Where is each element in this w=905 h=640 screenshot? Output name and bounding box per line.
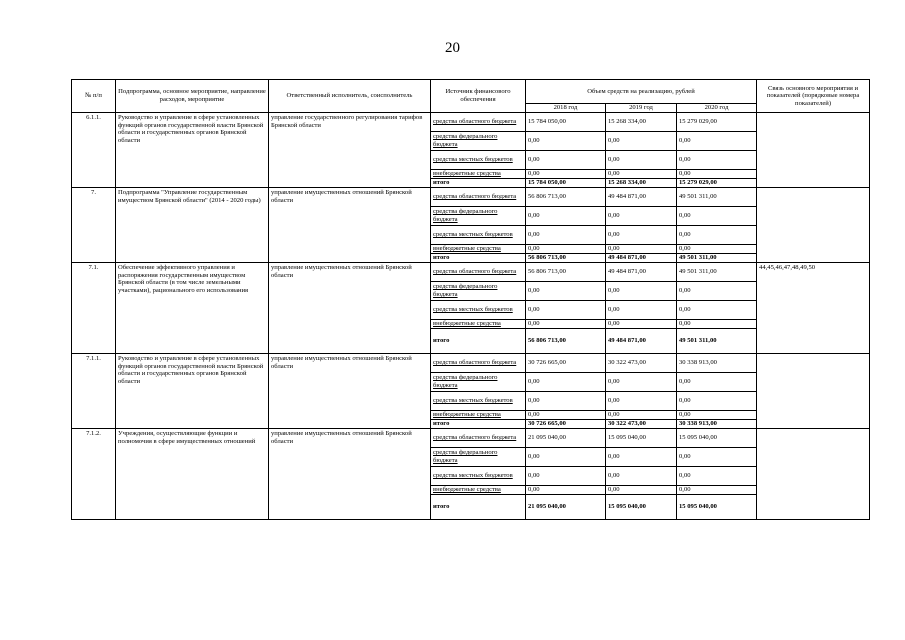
amount-cell: 0,00 (606, 467, 677, 486)
executor-name: управление государственного регулирования тарифов Брянской области (269, 113, 431, 188)
amount-cell: 0,00 (677, 392, 757, 411)
amount-cell: 0,00 (606, 207, 677, 226)
program-name: Руководство и управление в сфере установленных функций органов государственной власти Брянской области и государственных органов Брянской области (116, 354, 269, 429)
executor-name: управление имущественных отношений Брянской области (269, 188, 431, 263)
amount-cell: 0,00 (677, 170, 757, 179)
amount-cell: 49 501 311,00 (677, 329, 757, 354)
amount-cell: 0,00 (606, 320, 677, 329)
source-extra: внебюджетные средства (431, 320, 526, 329)
amount-cell: 49 484 871,00 (606, 263, 677, 282)
amount-cell: 0,00 (526, 207, 606, 226)
amount-cell: 21 095 040,00 (526, 429, 606, 448)
source-federal: средства федерального бюджета (431, 207, 526, 226)
amount-cell: 30 338 913,00 (677, 354, 757, 373)
amount-cell: 30 322 473,00 (606, 420, 677, 429)
row-number: 7.1. (72, 263, 116, 354)
source-federal: средства федерального бюджета (431, 373, 526, 392)
amount-cell: 56 806 713,00 (526, 188, 606, 207)
amount-cell: 0,00 (606, 226, 677, 245)
amount-cell: 0,00 (526, 467, 606, 486)
amount-cell: 0,00 (677, 301, 757, 320)
table-body (72, 113, 870, 520)
amount-cell: 0,00 (677, 151, 757, 170)
amount-cell: 15 784 050,00 (526, 179, 606, 188)
source-extra: внебюджетные средства (431, 245, 526, 254)
budget-table (71, 79, 870, 520)
executor-name: управление имущественных отношений Брянской области (269, 263, 431, 354)
amount-cell: 0,00 (526, 301, 606, 320)
amount-cell: 0,00 (606, 170, 677, 179)
amount-cell: 49 501 311,00 (677, 188, 757, 207)
table-row (72, 188, 870, 207)
amount-cell: 0,00 (526, 392, 606, 411)
amount-cell: 15 095 040,00 (606, 429, 677, 448)
source-total: итого (431, 495, 526, 520)
source-regional: средства областного бюджета (431, 113, 526, 132)
program-name: Учреждения, осуществляющие функции и полномочия в сфере имущественных отношений (116, 429, 269, 520)
amount-cell: 0,00 (677, 226, 757, 245)
amount-cell: 30 726 665,00 (526, 354, 606, 373)
amount-cell: 0,00 (677, 207, 757, 226)
amount-cell: 0,00 (606, 151, 677, 170)
table-row (72, 263, 870, 282)
amount-cell: 0,00 (677, 320, 757, 329)
source-federal: средства федерального бюджета (431, 448, 526, 467)
page-number: 20 (445, 40, 460, 56)
amount-cell: 0,00 (606, 282, 677, 301)
amount-cell: 0,00 (526, 373, 606, 392)
amount-cell: 49 484 871,00 (606, 329, 677, 354)
source-total: итого (431, 329, 526, 354)
amount-cell: 0,00 (677, 282, 757, 301)
header-volume: Объем средств на реализацию, рублей (526, 80, 757, 104)
source-local: средства местных бюджетов (431, 226, 526, 245)
amount-cell: 0,00 (677, 245, 757, 254)
source-extra: внебюджетные средства (431, 486, 526, 495)
amount-cell: 0,00 (677, 448, 757, 467)
amount-cell: 0,00 (526, 411, 606, 420)
amount-cell: 0,00 (677, 486, 757, 495)
source-local: средства местных бюджетов (431, 392, 526, 411)
amount-cell: 15 279 029,00 (677, 179, 757, 188)
table-row (72, 354, 870, 373)
amount-cell: 0,00 (677, 467, 757, 486)
amount-cell: 30 338 913,00 (677, 420, 757, 429)
amount-cell: 56 806 713,00 (526, 263, 606, 282)
amount-cell: 15 095 040,00 (677, 495, 757, 520)
header-link: Связь основного мероприятия и показателей (порядковые номера показателей) (757, 80, 870, 113)
source-total: итого (431, 420, 526, 429)
program-name: Руководство и управление в сфере установленных функций органов государственной власти Брянской области и государственных органов Брянской области (116, 113, 269, 188)
source-federal: средства федерального бюджета (431, 282, 526, 301)
amount-cell: 0,00 (606, 301, 677, 320)
amount-cell: 0,00 (526, 170, 606, 179)
amount-cell: 0,00 (606, 486, 677, 495)
indicator-link (757, 113, 870, 188)
source-local: средства местных бюджетов (431, 301, 526, 320)
indicator-link (757, 188, 870, 263)
amount-cell: 0,00 (606, 132, 677, 151)
amount-cell: 15 268 334,00 (606, 179, 677, 188)
amount-cell: 0,00 (677, 132, 757, 151)
amount-cell: 0,00 (526, 320, 606, 329)
amount-cell: 56 806 713,00 (526, 254, 606, 263)
amount-cell: 0,00 (606, 245, 677, 254)
row-number: 7.1.1. (72, 354, 116, 429)
source-regional: средства областного бюджета (431, 188, 526, 207)
amount-cell: 15 095 040,00 (606, 495, 677, 520)
amount-cell: 0,00 (526, 282, 606, 301)
amount-cell: 30 322 473,00 (606, 354, 677, 373)
source-extra: внебюджетные средства (431, 411, 526, 420)
source-total: итого (431, 179, 526, 188)
row-number: 7. (72, 188, 116, 263)
amount-cell: 30 726 665,00 (526, 420, 606, 429)
table-row (72, 429, 870, 448)
row-number: 7.1.2. (72, 429, 116, 520)
header-program: Подпрограмма, основное мероприятие, направление расходов, мероприятие (116, 80, 269, 113)
amount-cell: 0,00 (606, 411, 677, 420)
amount-cell: 15 095 040,00 (677, 429, 757, 448)
header-executor: Ответственный исполнитель, соисполнитель (269, 80, 431, 113)
source-regional: средства областного бюджета (431, 263, 526, 282)
amount-cell: 0,00 (526, 448, 606, 467)
source-total: итого (431, 254, 526, 263)
amount-cell: 0,00 (606, 373, 677, 392)
indicator-link (757, 429, 870, 520)
amount-cell: 15 784 050,00 (526, 113, 606, 132)
amount-cell: 0,00 (677, 411, 757, 420)
header-year: 2019 год (606, 104, 677, 113)
amount-cell: 49 484 871,00 (606, 188, 677, 207)
executor-name: управление имущественных отношений Брянской области (269, 354, 431, 429)
header-num: № п/п (72, 80, 116, 113)
source-regional: средства областного бюджета (431, 429, 526, 448)
amount-cell: 15 279 029,00 (677, 113, 757, 132)
amount-cell: 0,00 (526, 226, 606, 245)
amount-cell: 21 095 040,00 (526, 495, 606, 520)
program-name: Обеспечение эффективного управления и распоряжения государственным имуществом Брянской области (в том числе земельными участками), рационального его использования (116, 263, 269, 354)
amount-cell: 49 484 871,00 (606, 254, 677, 263)
source-extra: внебюджетные средства (431, 170, 526, 179)
amount-cell: 0,00 (606, 392, 677, 411)
executor-name: управление имущественных отношений Брянской области (269, 429, 431, 520)
amount-cell: 0,00 (526, 151, 606, 170)
program-name: Подпрограмма "Управление государственным имуществом Брянской области" (2014 - 2020 годы) (116, 188, 269, 263)
indicator-link: 44,45,46,47,48,49,50 (757, 263, 870, 354)
amount-cell: 0,00 (677, 373, 757, 392)
source-federal: средства федерального бюджета (431, 132, 526, 151)
source-local: средства местных бюджетов (431, 151, 526, 170)
source-regional: средства областного бюджета (431, 354, 526, 373)
amount-cell: 0,00 (526, 132, 606, 151)
source-local: средства местных бюджетов (431, 467, 526, 486)
amount-cell: 56 806 713,00 (526, 329, 606, 354)
amount-cell: 0,00 (526, 486, 606, 495)
row-number: 6.1.1. (72, 113, 116, 188)
amount-cell: 49 501 311,00 (677, 254, 757, 263)
header-source: Источник финансового обеспечения (431, 80, 526, 113)
indicator-link (757, 354, 870, 429)
table-row (72, 113, 870, 132)
amount-cell: 15 268 334,00 (606, 113, 677, 132)
amount-cell: 0,00 (526, 245, 606, 254)
header-year: 2018 год (526, 104, 606, 113)
table-header (72, 80, 870, 113)
header-year: 2020 год (677, 104, 757, 113)
amount-cell: 0,00 (606, 448, 677, 467)
amount-cell: 49 501 311,00 (677, 263, 757, 282)
